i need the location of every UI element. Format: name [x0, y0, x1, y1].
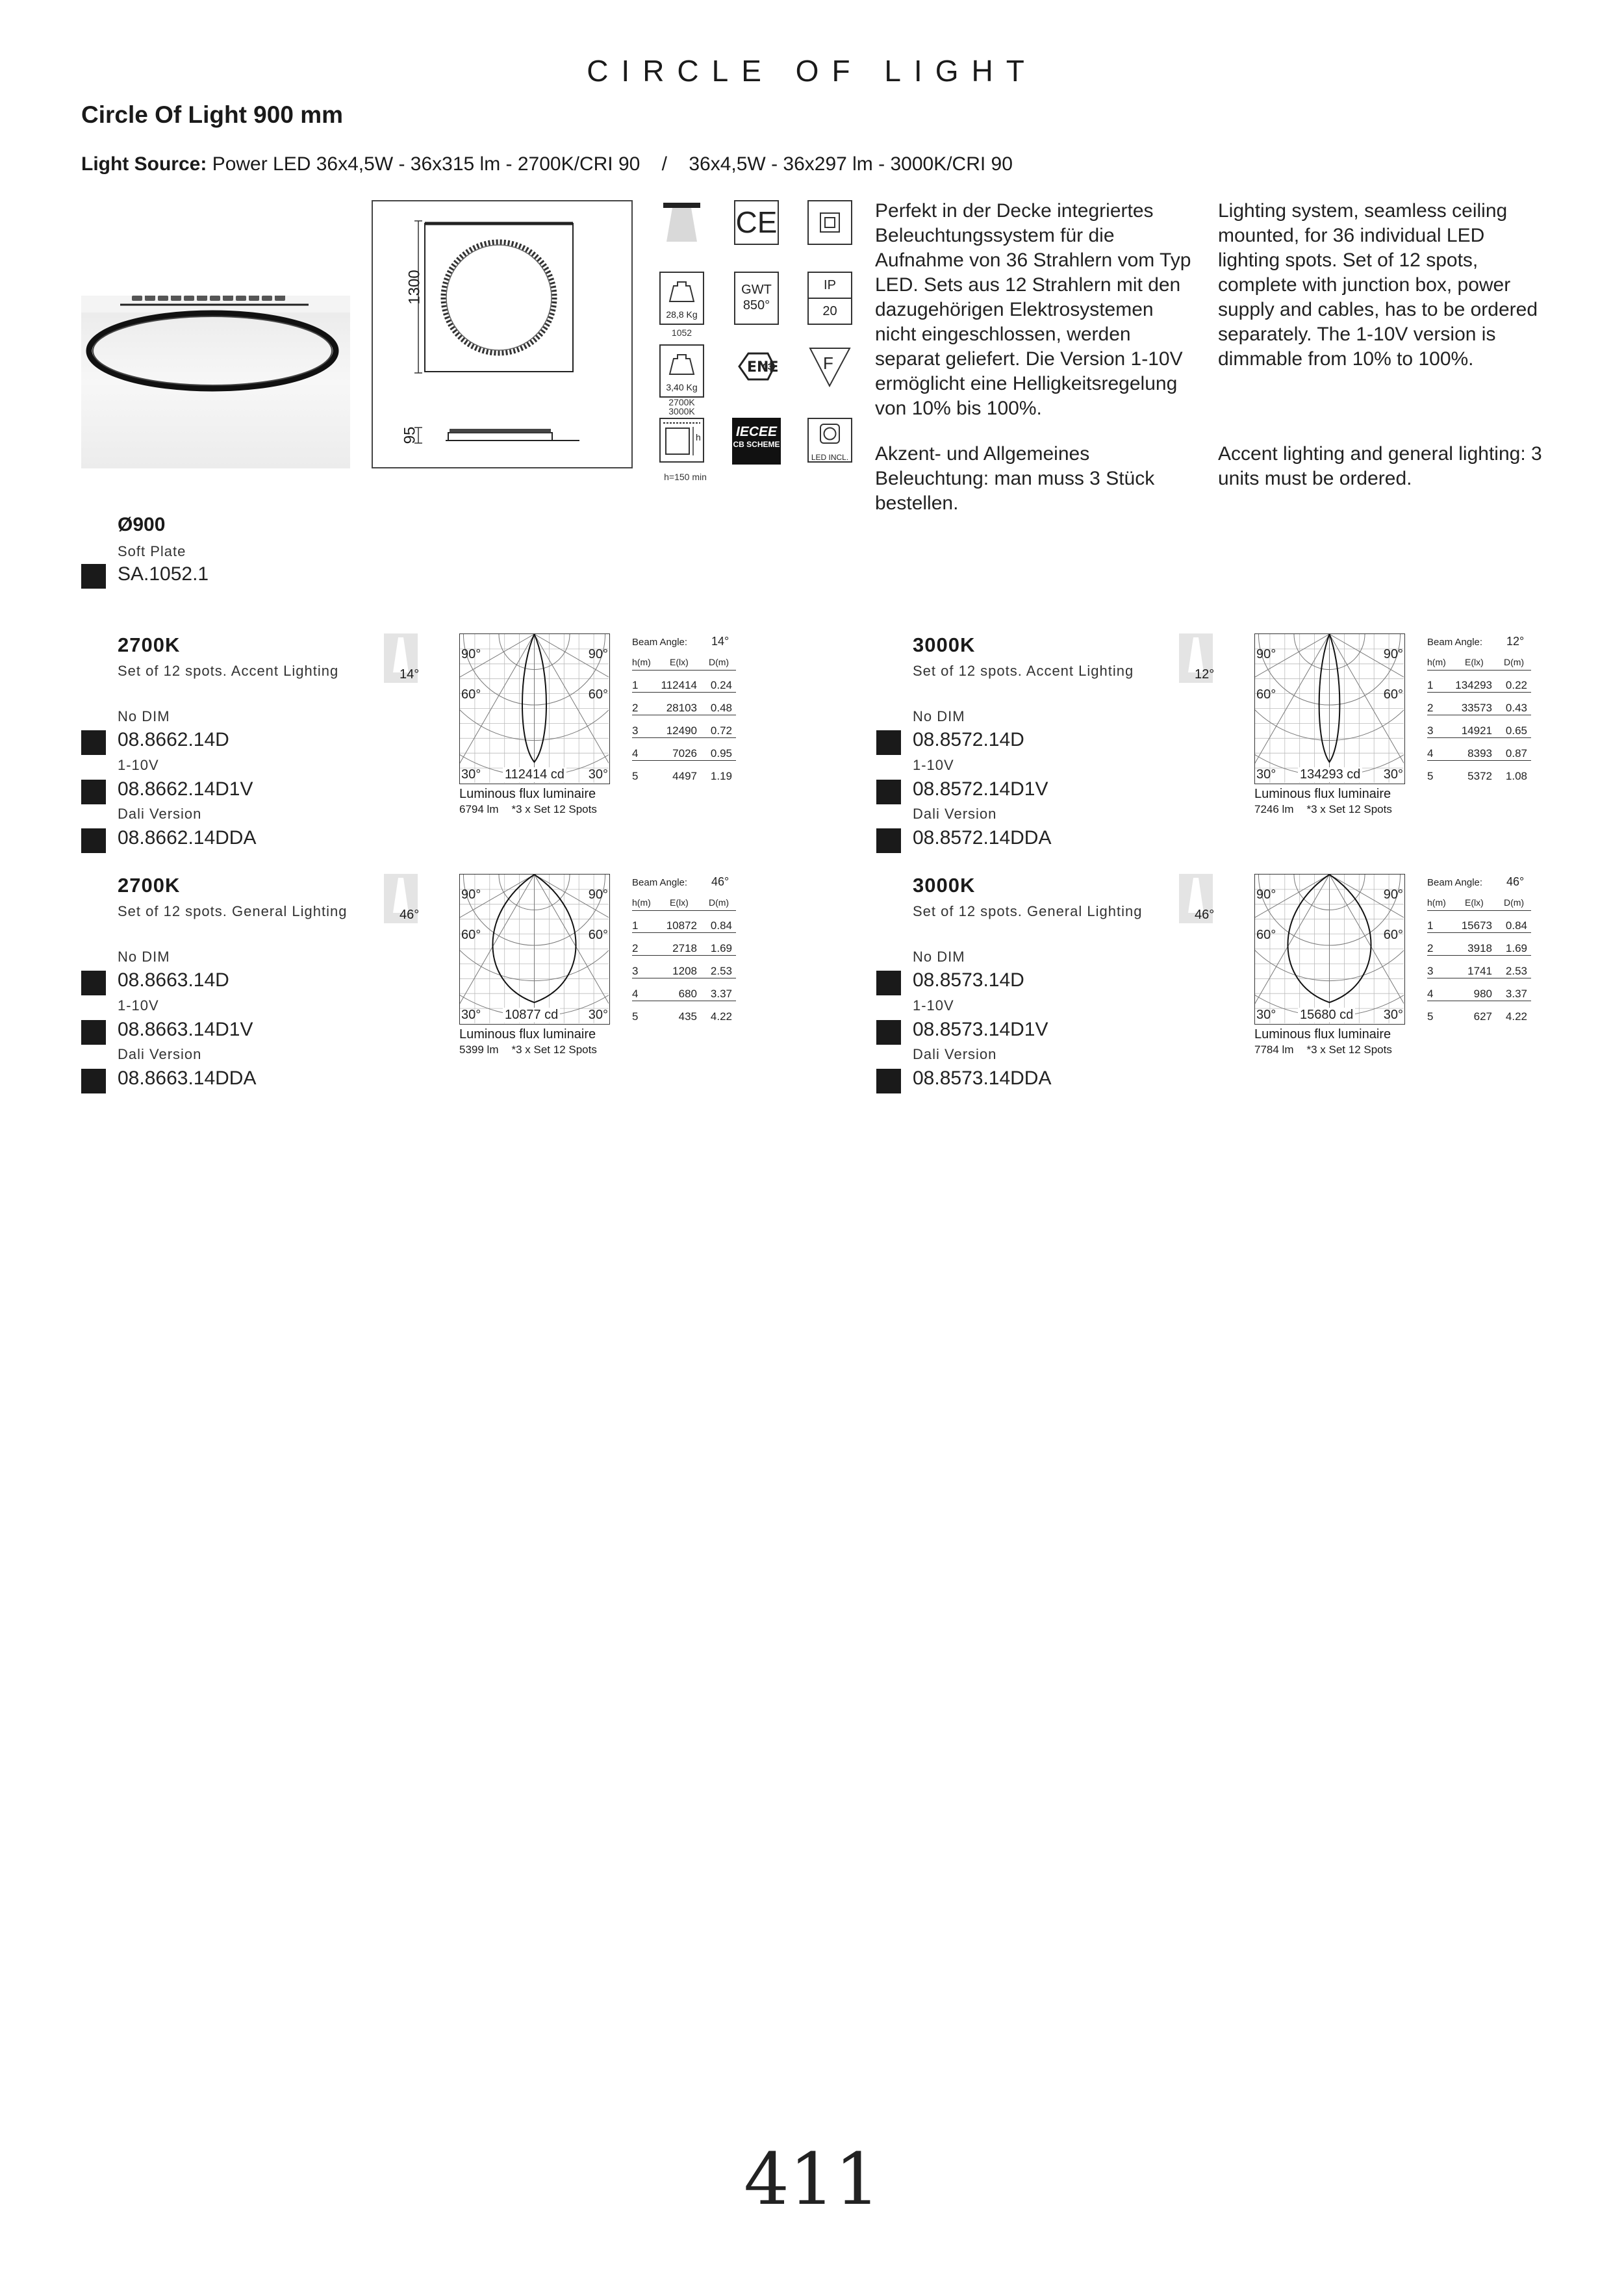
cell-h: 4 [1427, 988, 1434, 1000]
cell-h: 5 [632, 1010, 639, 1023]
table-row [632, 747, 736, 761]
table-row [1427, 679, 1531, 693]
cell-h: 1 [632, 919, 639, 932]
table-row [632, 919, 736, 933]
code-swatch [81, 730, 106, 755]
cell-h: 2 [1427, 942, 1434, 954]
model-size: Ø900 [118, 514, 166, 535]
beam-angle-icon [384, 874, 418, 923]
col-e: E(lx) [670, 657, 689, 667]
cell-e: 5372 [1467, 770, 1492, 782]
code-swatch [876, 1069, 901, 1093]
polar-label-60-left: 60° [461, 928, 481, 942]
gwt-value: 850° [742, 298, 770, 313]
catalog-header: CIRCLE OF LIGHT [587, 54, 1037, 88]
illuminance-table [1427, 633, 1531, 796]
peak-intensity: 134293 cd [1298, 767, 1362, 782]
polar-label-90-right: 90° [588, 888, 608, 902]
dimming-option: No DIM [913, 708, 965, 724]
table-row [1427, 1010, 1531, 1023]
dimming-option: Dali Version [913, 1046, 997, 1062]
cell-h: 4 [632, 988, 639, 1000]
polar-label-60-right: 60° [1383, 928, 1403, 942]
weight-spot: 3,40 Kg [666, 382, 698, 392]
finish-swatch [81, 564, 106, 589]
polar-label-90-right: 90° [1383, 888, 1403, 902]
cell-d: 0.84 [1505, 919, 1527, 932]
flux-line [1254, 1043, 1392, 1056]
article-code: 08.8572.14D [913, 729, 1024, 750]
ip-value: 20 [822, 304, 837, 318]
flux-value: 7784 lm [1254, 1043, 1294, 1056]
set-description: Set of 12 spots. General Lighting [118, 903, 348, 919]
set-color-temp: 3000K [913, 874, 976, 897]
polar-label-90-left: 90° [461, 888, 481, 902]
cell-h: 1 [632, 679, 639, 691]
cell-d: 0.24 [710, 679, 732, 691]
table-row [632, 942, 736, 956]
polar-label-90-left: 90° [461, 647, 481, 661]
flux-line [1254, 803, 1392, 816]
beam-angle-icon-label: 14° [400, 667, 420, 682]
cell-e: 15673 [1461, 919, 1492, 932]
dimming-option: No DIM [118, 708, 170, 724]
weight-main-code: 1052 [671, 327, 692, 338]
beam-angle-row [1427, 635, 1531, 648]
polar-label-30-right: 30° [1383, 767, 1403, 782]
polar-label-60-right: 60° [588, 928, 608, 942]
beam-angle-value: 46° [1506, 875, 1525, 888]
flux-value: 5399 lm [459, 1043, 499, 1056]
table-header [1427, 897, 1531, 911]
article-code: 08.8663.14D [118, 969, 229, 991]
cell-d: 0.84 [710, 919, 732, 932]
peak-intensity: 15680 cd [1298, 1008, 1355, 1023]
table-row [1427, 965, 1531, 978]
model-code: SA.1052.1 [118, 563, 209, 585]
dim-depth: 95 [401, 426, 419, 444]
col-h: h(m) [1427, 897, 1446, 908]
page-number: 411 [744, 2138, 880, 2221]
flux-note: *3 x Set 12 Spots [511, 1043, 597, 1056]
illuminance-table [632, 874, 736, 1036]
polar-label-30-left: 30° [461, 767, 481, 782]
table-row [1427, 942, 1531, 956]
code-swatch [81, 1020, 106, 1045]
code-swatch [81, 828, 106, 853]
polar-label-30-left: 30° [461, 1008, 481, 1022]
set-description: Set of 12 spots. Accent Lighting [118, 663, 339, 679]
col-d: D(m) [1504, 897, 1525, 908]
polar-label-30-left: 30° [1256, 1008, 1276, 1022]
polar-label-90-left: 90° [1256, 888, 1276, 902]
col-h: h(m) [632, 897, 651, 908]
polar-label-60-left: 60° [1256, 687, 1276, 702]
col-d: D(m) [1504, 657, 1525, 667]
cell-d: 4.22 [1505, 1010, 1527, 1023]
beam-angle-row [632, 635, 736, 648]
table-header [1427, 657, 1531, 671]
polar-label-30-right: 30° [588, 767, 608, 782]
code-swatch [81, 971, 106, 995]
col-h: h(m) [1427, 657, 1446, 667]
cell-h: 2 [632, 942, 639, 954]
polar-label-90-left: 90° [1256, 647, 1276, 661]
flux-note: *3 x Set 12 Spots [511, 803, 597, 815]
polar-label-30-right: 30° [1383, 1008, 1403, 1022]
article-code: 08.8663.14D1V [118, 1019, 253, 1040]
enec-number: 03 [763, 361, 773, 372]
iecee-sub: CB SCHEME [733, 440, 780, 449]
flux-line [459, 803, 597, 816]
dimming-option: 1-10V [913, 997, 954, 1014]
cell-e: 980 [1473, 988, 1492, 1000]
dimming-option: Dali Version [913, 806, 997, 822]
cell-h: 5 [1427, 1010, 1434, 1023]
polar-label-60-right: 60° [1383, 687, 1403, 702]
polar-label-60-left: 60° [1256, 928, 1276, 942]
beam-angle-value: 14° [711, 635, 730, 648]
beam-angle-icon [1179, 874, 1213, 923]
polar-label-90-right: 90° [1383, 647, 1403, 661]
cell-h: 1 [1427, 679, 1434, 691]
product-title: Circle Of Light 900 mm [81, 101, 343, 128]
beam-angle-value: 46° [711, 875, 730, 888]
cell-e: 112414 [661, 679, 697, 691]
beam-angle-icon [1179, 633, 1213, 683]
description-de: Perfekt in der Decke integriertes Beleuchtungssystem für die Aufnahme von 36 Strahlern vom Typ LED. Sets aus 12 Strahlern mit den dazugehörigen Elektrosystemen nicht eingeschlossen, werden separat geliefert. Die Version 1-10V ermöglicht eine Helligkeitsregelung von 10% bis 100%. [875, 200, 1191, 419]
cell-d: 2.53 [710, 965, 732, 977]
article-code: 08.8572.14DDA [913, 827, 1052, 849]
description-de-order: Akzent- und Allgemeines Beleuchtung: man muss 3 Stück bestellen. [875, 443, 1155, 514]
cell-d: 4.22 [710, 1010, 732, 1023]
beam-angle-value: 12° [1506, 635, 1525, 648]
gwt-label: GWT [741, 283, 772, 297]
flux-value: 6794 lm [459, 803, 499, 815]
cell-e: 33573 [1461, 702, 1492, 714]
table-row [1427, 919, 1531, 933]
light-source-label: Light Source: [81, 153, 207, 175]
table-row [1427, 770, 1531, 783]
model-finish: Soft Plate [118, 543, 186, 559]
cell-h: 5 [632, 770, 639, 782]
beam-angle-row [1427, 875, 1531, 888]
article-code: 08.8663.14DDA [118, 1067, 257, 1089]
code-swatch [876, 828, 901, 853]
code-swatch [876, 1020, 901, 1045]
table-row [1427, 747, 1531, 761]
cell-d: 3.37 [1505, 988, 1527, 1000]
cell-d: 0.48 [710, 702, 732, 714]
cell-e: 14921 [1461, 724, 1492, 737]
cell-h: 5 [1427, 770, 1434, 782]
light-source-value: Power LED 36x4,5W - 36x315 lm - 2700K/CRI 90 / 36x4,5W - 36x297 lm - 3000K/CRI 90 [212, 153, 1013, 175]
article-code: 08.8662.14DDA [118, 827, 257, 849]
col-e: E(lx) [1465, 897, 1484, 908]
ip-label: IP [809, 273, 851, 299]
cell-h: 3 [632, 724, 639, 737]
set-color-temp: 2700K [118, 633, 181, 656]
dimming-option: No DIM [913, 949, 965, 965]
cell-h: 4 [632, 747, 639, 760]
col-d: D(m) [709, 657, 730, 667]
col-e: E(lx) [670, 897, 689, 908]
cell-e: 1208 [672, 965, 697, 977]
cell-e: 3918 [1467, 942, 1492, 954]
col-d: D(m) [709, 897, 730, 908]
flux-label: Luminous flux luminaire [1254, 787, 1391, 801]
table-row [1427, 724, 1531, 738]
code-swatch [876, 971, 901, 995]
cell-h: 3 [1427, 965, 1434, 977]
description-en: Lighting system, seamless ceiling mounted, for 36 individual LED lighting spots. Set of 12 spots, complete with junction box, power supply and cables, has to be ordered separately. The 1-10V version is dimmable from 10% to 100%. [1218, 200, 1538, 370]
cell-d: 1.19 [710, 770, 732, 782]
flux-note: *3 x Set 12 Spots [1306, 1043, 1392, 1056]
cell-d: 0.43 [1505, 702, 1527, 714]
cell-d: 0.22 [1505, 679, 1527, 691]
dimming-option: Dali Version [118, 1046, 202, 1062]
table-row [632, 965, 736, 978]
set-color-temp: 3000K [913, 633, 976, 656]
beam-angle-row [632, 875, 736, 888]
flux-label: Luminous flux luminaire [1254, 1027, 1391, 1041]
cell-h: 2 [1427, 702, 1434, 714]
table-header [632, 657, 736, 671]
cell-h: 4 [1427, 747, 1434, 760]
dim-height: 1300 [405, 270, 424, 305]
article-code: 08.8662.14D [118, 729, 229, 750]
iecee-label: IECEE [735, 424, 778, 439]
article-code: 08.8573.14D1V [913, 1019, 1048, 1040]
cell-d: 0.95 [710, 747, 732, 760]
table-row [632, 1010, 736, 1023]
table-row [632, 724, 736, 738]
table-header [632, 897, 736, 911]
flux-value: 7246 lm [1254, 803, 1294, 815]
cell-h: 2 [632, 702, 639, 714]
svg-text:ENEC: ENE [747, 359, 779, 376]
beam-angle-label: Beam Angle: [632, 637, 688, 648]
cell-e: 134293 [1455, 679, 1492, 691]
set-color-temp: 2700K [118, 874, 181, 897]
cell-d: 0.87 [1505, 747, 1527, 760]
cell-h: 3 [632, 965, 639, 977]
cell-e: 680 [678, 988, 697, 1000]
col-e: E(lx) [1465, 657, 1484, 667]
description-en-order: Accent lighting and general lighting: 3 units must be ordered. [1218, 443, 1542, 489]
illuminance-table [1427, 874, 1531, 1036]
flux-note: *3 x Set 12 Spots [1306, 803, 1392, 815]
beam-angle-label: Beam Angle: [632, 877, 688, 888]
cell-d: 3.37 [710, 988, 732, 1000]
peak-intensity: 112414 cd [503, 767, 566, 782]
cell-d: 0.65 [1505, 724, 1527, 737]
h-min-note: h=150 min [664, 472, 707, 482]
table-row [1427, 988, 1531, 1001]
cell-e: 2718 [672, 942, 697, 954]
illuminance-table [632, 633, 736, 796]
cell-e: 1741 [1467, 965, 1492, 977]
dimming-option: 1-10V [118, 997, 159, 1014]
beam-angle-label: Beam Angle: [1427, 637, 1483, 648]
table-row [632, 988, 736, 1001]
flux-line [459, 1043, 597, 1056]
cell-e: 28103 [666, 702, 697, 714]
cell-d: 1.08 [1505, 770, 1527, 782]
f-mark: F [823, 353, 833, 373]
polar-label-90-right: 90° [588, 647, 608, 661]
polar-diagram [459, 633, 610, 784]
code-swatch [876, 730, 901, 755]
cell-h: 3 [1427, 724, 1434, 737]
cell-h: 1 [1427, 919, 1434, 932]
h-label: h [696, 432, 701, 442]
cell-e: 627 [1473, 1010, 1492, 1023]
article-code: 08.8573.14D [913, 969, 1024, 991]
table-row [632, 702, 736, 715]
cell-e: 10872 [666, 919, 697, 932]
led-incl-label: LED INCL. [811, 453, 849, 462]
table-row [632, 770, 736, 783]
polar-diagram [1254, 633, 1405, 784]
peak-intensity: 10877 cd [503, 1008, 560, 1023]
cell-e: 4497 [672, 770, 697, 782]
beam-angle-icon-label: 46° [1195, 908, 1215, 922]
cell-d: 0.72 [710, 724, 732, 737]
dimming-option: No DIM [118, 949, 170, 965]
dimming-option: 1-10V [913, 757, 954, 773]
article-code: 08.8572.14D1V [913, 778, 1048, 800]
article-code: 08.8662.14D1V [118, 778, 253, 800]
code-swatch [81, 780, 106, 804]
flux-label: Luminous flux luminaire [459, 1027, 596, 1041]
table-row [1427, 702, 1531, 715]
table-row [632, 679, 736, 693]
col-h: h(m) [632, 657, 651, 667]
weight-spot-temp1: 2700K [668, 397, 695, 407]
beam-angle-label: Beam Angle: [1427, 877, 1483, 888]
cell-d: 1.69 [1505, 942, 1527, 954]
polar-diagram [459, 874, 610, 1025]
polar-diagram [1254, 874, 1405, 1025]
beam-angle-icon [384, 633, 418, 683]
polar-label-30-left: 30° [1256, 767, 1276, 782]
beam-angle-icon-label: 12° [1195, 667, 1215, 682]
dimming-option: Dali Version [118, 806, 202, 822]
cell-e: 12490 [666, 724, 697, 737]
set-description: Set of 12 spots. General Lighting [913, 903, 1143, 919]
code-swatch [81, 1069, 106, 1093]
ce-mark-icon: CE [734, 200, 779, 245]
cell-e: 8393 [1467, 747, 1492, 760]
cell-e: 7026 [672, 747, 697, 760]
weight-main: 28,8 Kg [666, 309, 698, 320]
cell-e: 435 [678, 1010, 697, 1023]
polar-label-60-left: 60° [461, 687, 481, 702]
flux-label: Luminous flux luminaire [459, 787, 596, 801]
beam-angle-icon-label: 46° [400, 908, 420, 922]
polar-label-30-right: 30° [588, 1008, 608, 1022]
weight-spot-temp2: 3000K [668, 406, 695, 416]
article-code: 08.8573.14DDA [913, 1067, 1052, 1089]
cell-d: 2.53 [1505, 965, 1527, 977]
cell-d: 1.69 [710, 942, 732, 954]
code-swatch [876, 780, 901, 804]
polar-label-60-right: 60° [588, 687, 608, 702]
dimming-option: 1-10V [118, 757, 159, 773]
set-description: Set of 12 spots. Accent Lighting [913, 663, 1134, 679]
